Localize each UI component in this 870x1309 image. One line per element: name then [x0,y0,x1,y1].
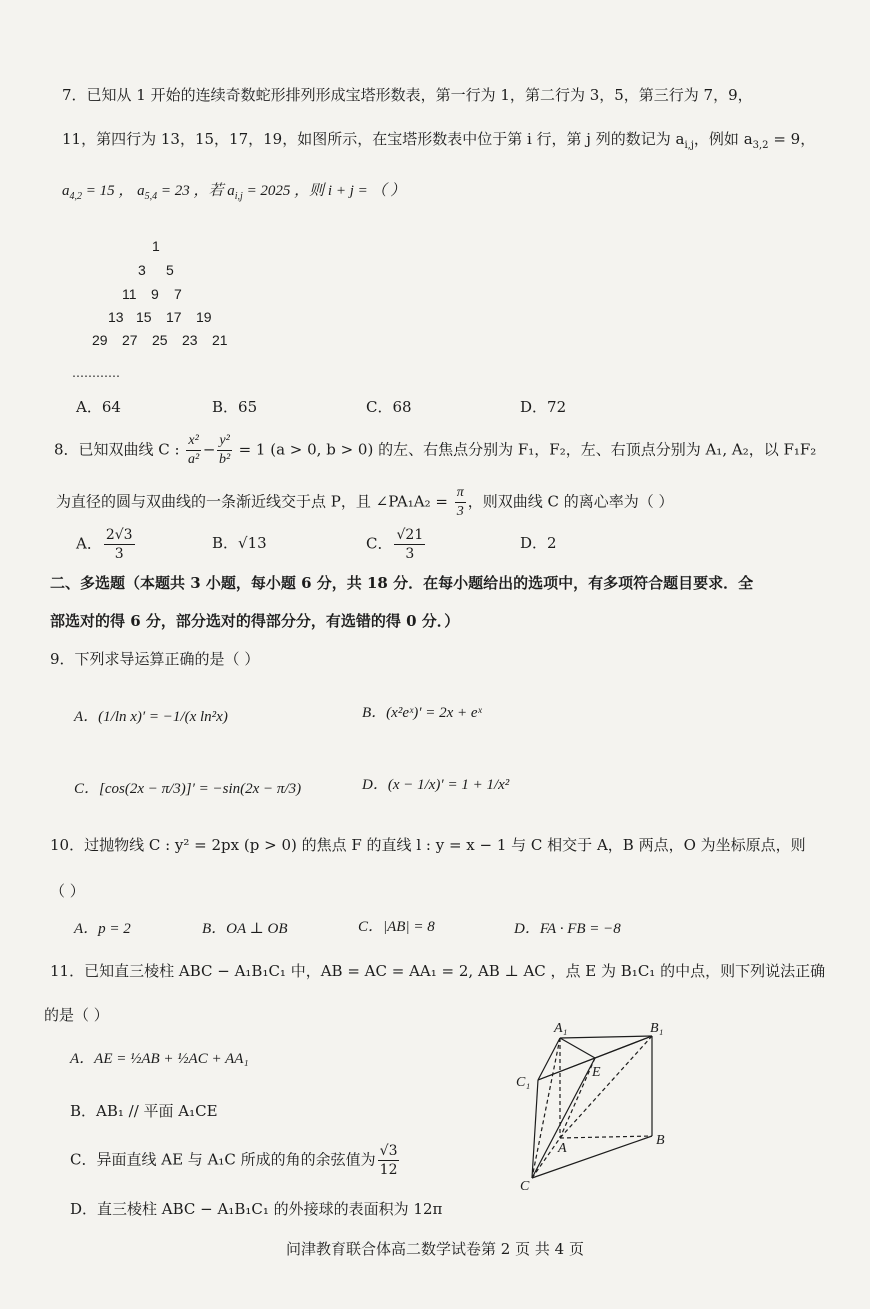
pyramid-cell: 13 [108,309,124,325]
segment-a1e [560,1038,595,1058]
q11-option-c: C．异面直线 AE 与 A₁C 所成的角的余弦值为 $\frac{√3}{12}$ [70,1143,398,1178]
pyramid-cell: 7 [174,286,182,302]
pyramid-cell: 15 [136,309,152,325]
q11-option-a: A．AE = ½AB + ½AC + AA₁ [70,1051,249,1067]
q7-option-a: A．64 [76,398,121,416]
label-e: E [592,1065,601,1080]
label-c1: C₁ [516,1075,531,1090]
q8-option-b: B．√13 [212,534,267,552]
pyramid-cell: 27 [122,332,138,348]
edge-a1b1 [560,1036,652,1038]
segment-b1a [560,1036,652,1138]
q10-option-a: A．p = 2 [74,921,131,937]
section2-line2: 部选对的得 6 分，部分选对的得部分分，有选错的得 0 分．） [50,612,460,630]
pyramid-cell: 23 [182,332,198,348]
section2-line1: 二、多选题（本题共 3 小题，每小题 6 分，共 18 分．在每小题给出的选项中，有多项符合题目要求．全 [50,574,754,592]
label-a: A [558,1141,567,1156]
segment-ec [532,1058,595,1178]
pyramid-cell: 1 [152,238,160,254]
q7-option-b: B．65 [212,398,258,416]
q9-option-b: B．(x²eˣ)′ = 2x + eˣ [362,705,482,721]
label-c: C [520,1179,530,1194]
q8-option-a: A． $\frac{2√3}{3}$ [76,527,133,562]
q8-option-d: D．2 [520,534,557,552]
pyramid-cell: 19 [196,309,212,325]
pyramid-cell: 9 [151,286,159,302]
q7-line1: 7．已知从 1 开始的连续奇数蛇形排列形成宝塔形数表，第一行为 1，第二行为 3，5，第三行为 7，9， [62,86,753,104]
q11-stem2: 的是（ ） [44,1006,109,1024]
q11-option-d: D．直三棱柱 ABC − A₁B₁C₁ 的外接球的表面积为 12π [70,1200,443,1218]
q10-option-c: C．|AB| = 8 [358,919,435,935]
q7-option-d: D．72 [520,398,567,416]
q8-line1: 8．已知双曲线 C : $\frac{\text{x²}}{\text{a²}}$ − $\frac{\text{y²}}{\text{b²}}$ = 1 (a > 0, b > 0) 的左、右焦点分别为 F₁，F₂，左、右顶点分别为 A₁, A₂，以 F₁F₂ [54,433,817,467]
label-b: B [656,1133,665,1148]
pyramid-cell: 17 [166,309,182,325]
q7-option-c: C．68 [366,398,412,416]
q10-paren: （ ） [50,882,85,900]
q9-option-a: A．(1/ln x)′ = −1/(x ln²x) [74,709,228,725]
pyramid-cell: 11 [122,286,137,302]
edge-ab [560,1136,652,1138]
q10-option-d: D．FA · FB = −8 [514,921,621,937]
q8-line2: 为直径的圆与双曲线的一条渐近线交于点 P，且 ∠PA₁A₂ = $\frac{\pi}{3}$ ，则双曲线 C 的离心率为（ ） [56,485,674,519]
pyramid-cell: 5 [166,262,174,278]
q9-stem: 9．下列求导运算正确的是（ ） [50,650,260,668]
page-footer: 问津教育联合体高二数学试卷第 2 页 共 4 页 [286,1240,584,1258]
q9-option-c: C．[cos(2x − π/3)]′ = −sin(2x − π/3) [74,781,302,797]
q10-stem: 10．过抛物线 C : y² = 2px (p > 0) 的焦点 F 的直线 l : y = x − 1 与 C 相交于 A，B 两点，O 为坐标原点，则 [50,836,806,854]
label-a1: A₁ [554,1021,568,1036]
q7-line3: $a_{4,2} = 15$ ， $a_{5,4} = 23$ ，若 $a_{i,j} = 2025$ ，则 i + j = （ ） [62,183,406,202]
prism-diagram [510,1020,680,1195]
edge-cb [532,1136,652,1178]
q8-option-c: C． $\frac{√21}{3}$ [366,527,424,562]
label-b1: B₁ [650,1021,664,1036]
q10-option-b: B．OA ⊥ OB [202,921,288,937]
edge-a1c1 [538,1038,560,1080]
pyramid-cell: 29 [92,332,108,348]
q11-option-b: B．AB₁ // 平面 A₁CE [70,1102,218,1120]
q9-option-d: D．(x − 1/x)′ = 1 + 1/x² [362,777,510,793]
pyramid-cell: 25 [152,332,168,348]
pyramid-ellipsis: ………… [72,366,120,380]
q11-stem: 11．已知直三棱柱 ABC − A₁B₁C₁ 中，AB = AC = AA₁ = 2, AB ⊥ AC ，点 E 为 B₁C₁ 的中点，则下列说法正确 [50,962,826,980]
q7-line2: 11，第四行为 13，15，17，19，如图所示，在宝塔形数表中位于第 i 行，第 j 列的数记为 $a_{i,j}$，例如 $a_{3,2} = 9$， [62,130,816,151]
pyramid-cell: 3 [138,262,146,278]
pyramid-cell: 21 [212,332,228,348]
